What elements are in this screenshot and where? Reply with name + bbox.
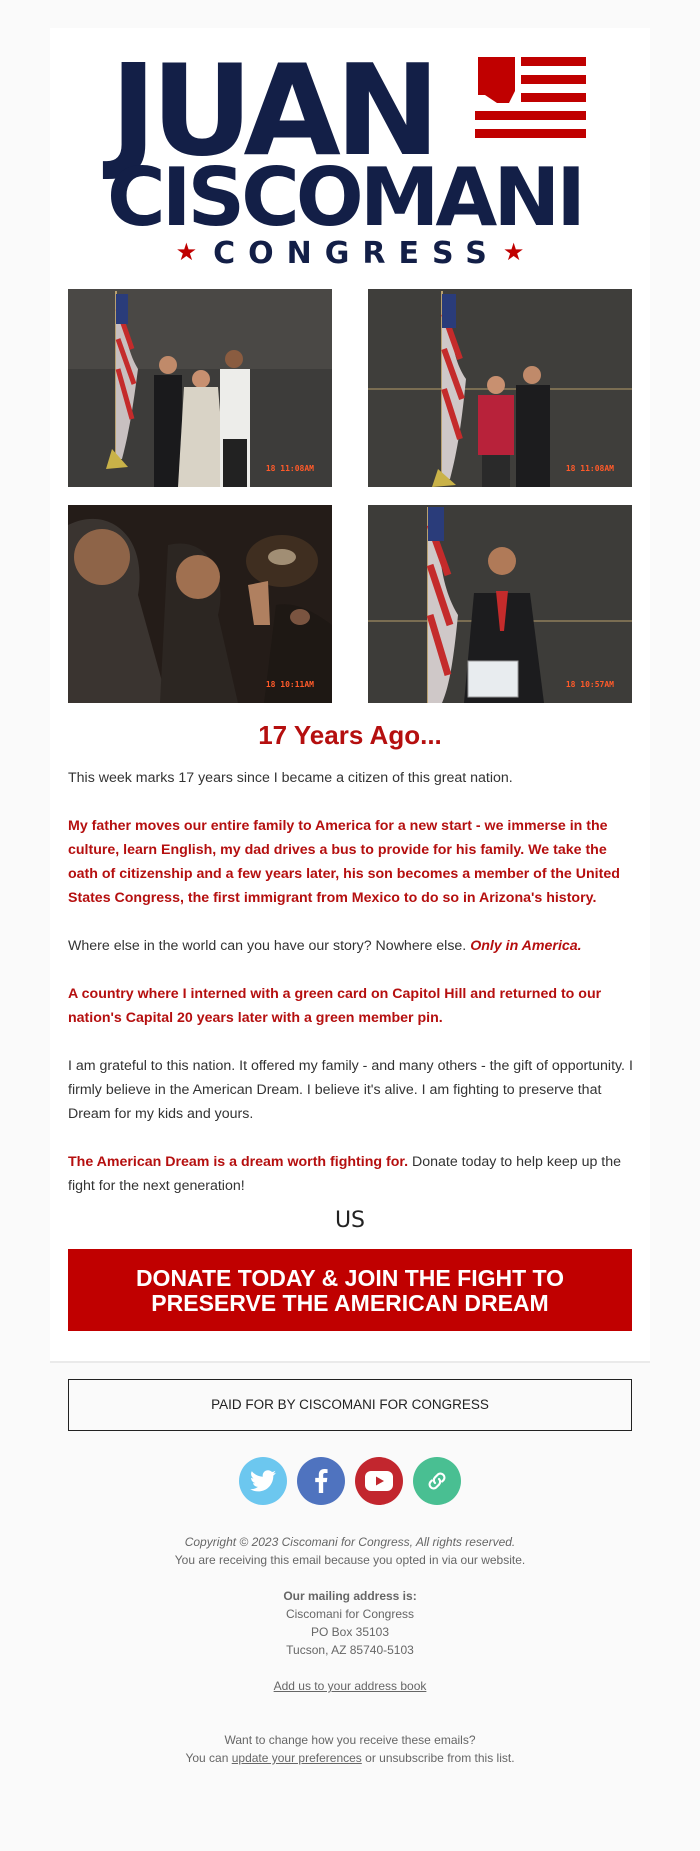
paragraph-grateful: I am grateful to this nation. It offered my family - and many others - the gift of opportunity. I firmly believe in the American Dream. I believe it's alive. I am fighting to preserve that Dream for my kids and yours. <box>68 1058 633 1122</box>
copyright-text: Copyright © 2023 Ciscomani for Congress, All rights reserved. <box>184 1535 516 1549</box>
campaign-logo <box>50 28 650 278</box>
unsubscribe-text: or unsubscribe from this list. <box>361 1751 515 1765</box>
twitter-icon <box>250 1470 276 1492</box>
paragraph-where-else-text: Where else in the world can you have our story? Nowhere else. <box>68 938 471 954</box>
star-icon: ★ <box>502 239 525 266</box>
dream-worth-fighting-text: The American Dream is a dream worth fighting for. <box>68 1154 409 1170</box>
youtube-link[interactable] <box>355 1457 403 1505</box>
logo-last-name: CISCOMANI <box>107 151 583 244</box>
logo-congress-row <box>50 230 650 276</box>
receiving-text: You are receiving this email because you opted in via our website. <box>174 1553 526 1567</box>
paragraph-intro: This week marks 17 years since I became a citizen of this great nation. <box>68 770 513 786</box>
mailing-city: Tucson, AZ 85740-5103 <box>286 1643 414 1657</box>
you-can-text: You can <box>185 1751 232 1765</box>
photo-certificate <box>368 505 632 703</box>
email-body <box>68 766 634 1222</box>
photo-oath-ceremony <box>68 505 332 703</box>
mailing-po-box: PO Box 35103 <box>310 1625 390 1639</box>
link-icon <box>425 1469 449 1493</box>
update-preferences-link[interactable]: update your preferences <box>231 1751 362 1765</box>
facebook-link[interactable] <box>297 1457 345 1505</box>
arizona-flag-icon <box>475 55 586 145</box>
logo-congress-text: CONGRESS <box>213 235 500 271</box>
headline: 17 Years Ago... <box>258 720 442 750</box>
footer-copyright-block <box>0 1533 700 1569</box>
footer-mailing-address <box>0 1587 700 1659</box>
paragraph-where-else <box>68 934 634 958</box>
youtube-icon <box>365 1471 393 1491</box>
only-in-america-text: Only in America. <box>470 938 582 954</box>
footer-preferences <box>0 1731 700 1767</box>
donate-button[interactable] <box>68 1249 632 1331</box>
photo-family-flag <box>68 289 332 487</box>
footer-address-book <box>0 1677 700 1695</box>
photo-timestamp: 18 11:08AM <box>265 464 314 473</box>
facebook-icon <box>314 1469 328 1493</box>
donate-button-line2: PRESERVE THE AMERICAN DREAM <box>151 1290 549 1316</box>
star-icon: ★ <box>175 239 198 266</box>
social-links <box>0 1457 700 1505</box>
paragraph-father-story: My father moves our entire family to America for a new start - we immerse in the culture, learn English, my dad drives a bus to provide for his family. We take the oath of citizenship and a few years later, his son becomes a member of the United States Congress, the first immigrant from Mexico to do so in Arizona's history. <box>68 818 620 906</box>
donate-today-text: Donate today to help keep up the fight for the next generation! <box>68 1154 622 1194</box>
paragraph-green-card: A country where I interned with a green card on Capitol Hill and returned to our nation's Capital 20 years later with a green member pin. <box>68 986 602 1026</box>
donate-button-line1: DONATE TODAY & JOIN THE FIGHT TO <box>135 1265 565 1291</box>
photo-timestamp: 18 11:08AM <box>565 464 614 473</box>
website-link[interactable] <box>413 1457 461 1505</box>
add-address-book-link[interactable]: Add us to your address book <box>273 1679 427 1693</box>
email-card <box>50 28 650 1361</box>
paid-for-box: PAID FOR BY CISCOMANI FOR CONGRESS <box>68 1379 632 1431</box>
paragraph-dream <box>68 1150 634 1198</box>
photo-timestamp: 18 10:57AM <box>565 680 614 689</box>
us-label: US <box>334 1208 366 1233</box>
mailing-address-label: Our mailing address is: <box>283 1589 417 1603</box>
photo-timestamp: 18 10:11AM <box>265 680 314 689</box>
change-question-text: Want to change how you receive these emails? <box>224 1733 476 1747</box>
mailing-org: Ciscomani for Congress <box>285 1607 415 1621</box>
preferences-line <box>0 1749 700 1767</box>
logo-first-name: JUAN <box>110 37 435 184</box>
photo-couple-flag <box>368 289 632 487</box>
twitter-link[interactable] <box>239 1457 287 1505</box>
card-divider <box>50 1361 650 1363</box>
